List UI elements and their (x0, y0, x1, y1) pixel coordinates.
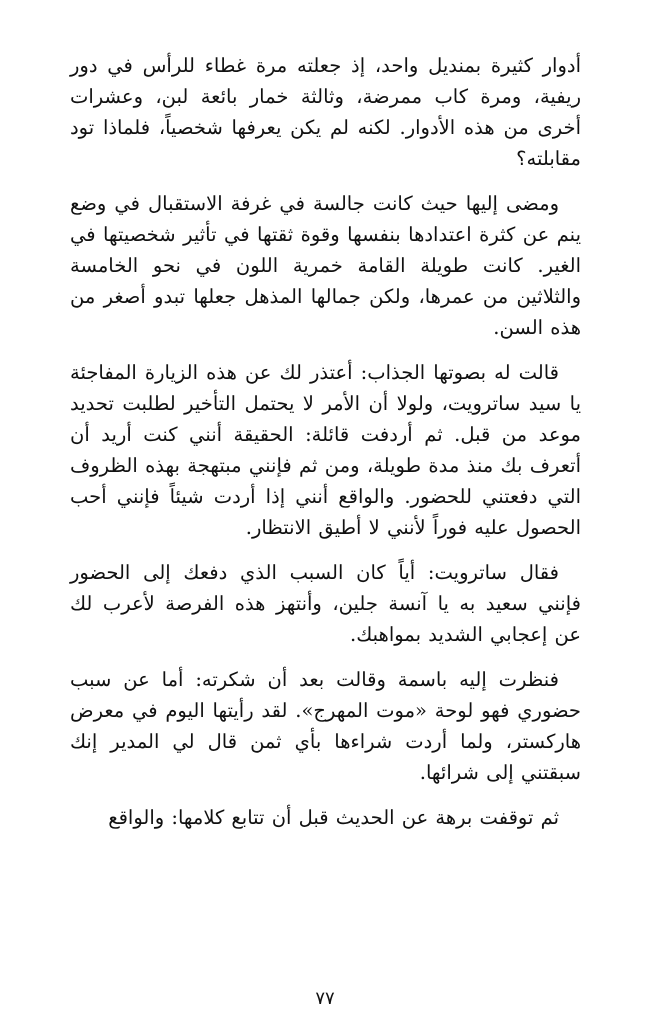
paragraph-4: فقال ساترويت: أياً كان السبب الذي دفعك إلى الحضور فإنني سعيد به يا آنسة جلين، وأنتهز هذه الفرصة لأعرب لك عن إعجابي الشديد بمواهبك. (70, 561, 581, 646)
paragraph-5: فنظرت إليه باسمة وقالت بعد أن شكرته: أما عن سبب حضوري فهو لوحة «موت المهرج». لقد رأيتها اليوم في معرض هاركستر، ولما أردت شراءها بأي ثمن قال لي المدير إنك سبقتني إلى شرائها. (70, 668, 581, 784)
paragraph-3: قالت له بصوتها الجذاب: أعتذر لك عن هذه الزيارة المفاجئة يا سيد ساترويت، ولولا أن الأمر لا يحتمل التأخير لطلبت تحديد موعد من قبل. ثم أردفت قائلة: الحقيقة أنني كنت أريد أن أتعرف بك منذ مدة طويلة، ومن ثم فإنني مبتهجة بهذه الظروف التي دفعتني للحضور. والواقع أنني إذا أردت شيئاً فإنني أحب الحصول عليه فوراً لأنني لا أطيق الانتظار. (70, 361, 581, 539)
paragraph-1: أدوار كثيرة بمنديل واحد، إذ جعلته مرة غطاء للرأس في دور ريفية، ومرة كاب ممرضة، وثالثة خمار بائعة لبن، وعشرات أخرى من هذه الأدوار. لكنه لم يكن يعرفها شخصياً، فلماذا تود مقابلته؟ (70, 54, 581, 170)
page-number: ٧٧ (315, 988, 335, 1009)
paragraph-2: ومضى إليها حيث كانت جالسة في غرفة الاستقبال في وضع ينم عن كثرة اعتدادها بنفسها وقوة ثقتها في تأثير شخصيتها في الغير. كانت طويلة القامة خمرية اللون في نحو الخامسة والثلاثين من عمرها، ولكن جمالها المذهل جعلها تبدو أصغر من هذه السن. (70, 192, 581, 339)
paragraph-6: ثم توقفت برهة عن الحديث قبل أن تتابع كلامها: والواقع (108, 806, 559, 829)
page-body-text (70, 50, 581, 847)
